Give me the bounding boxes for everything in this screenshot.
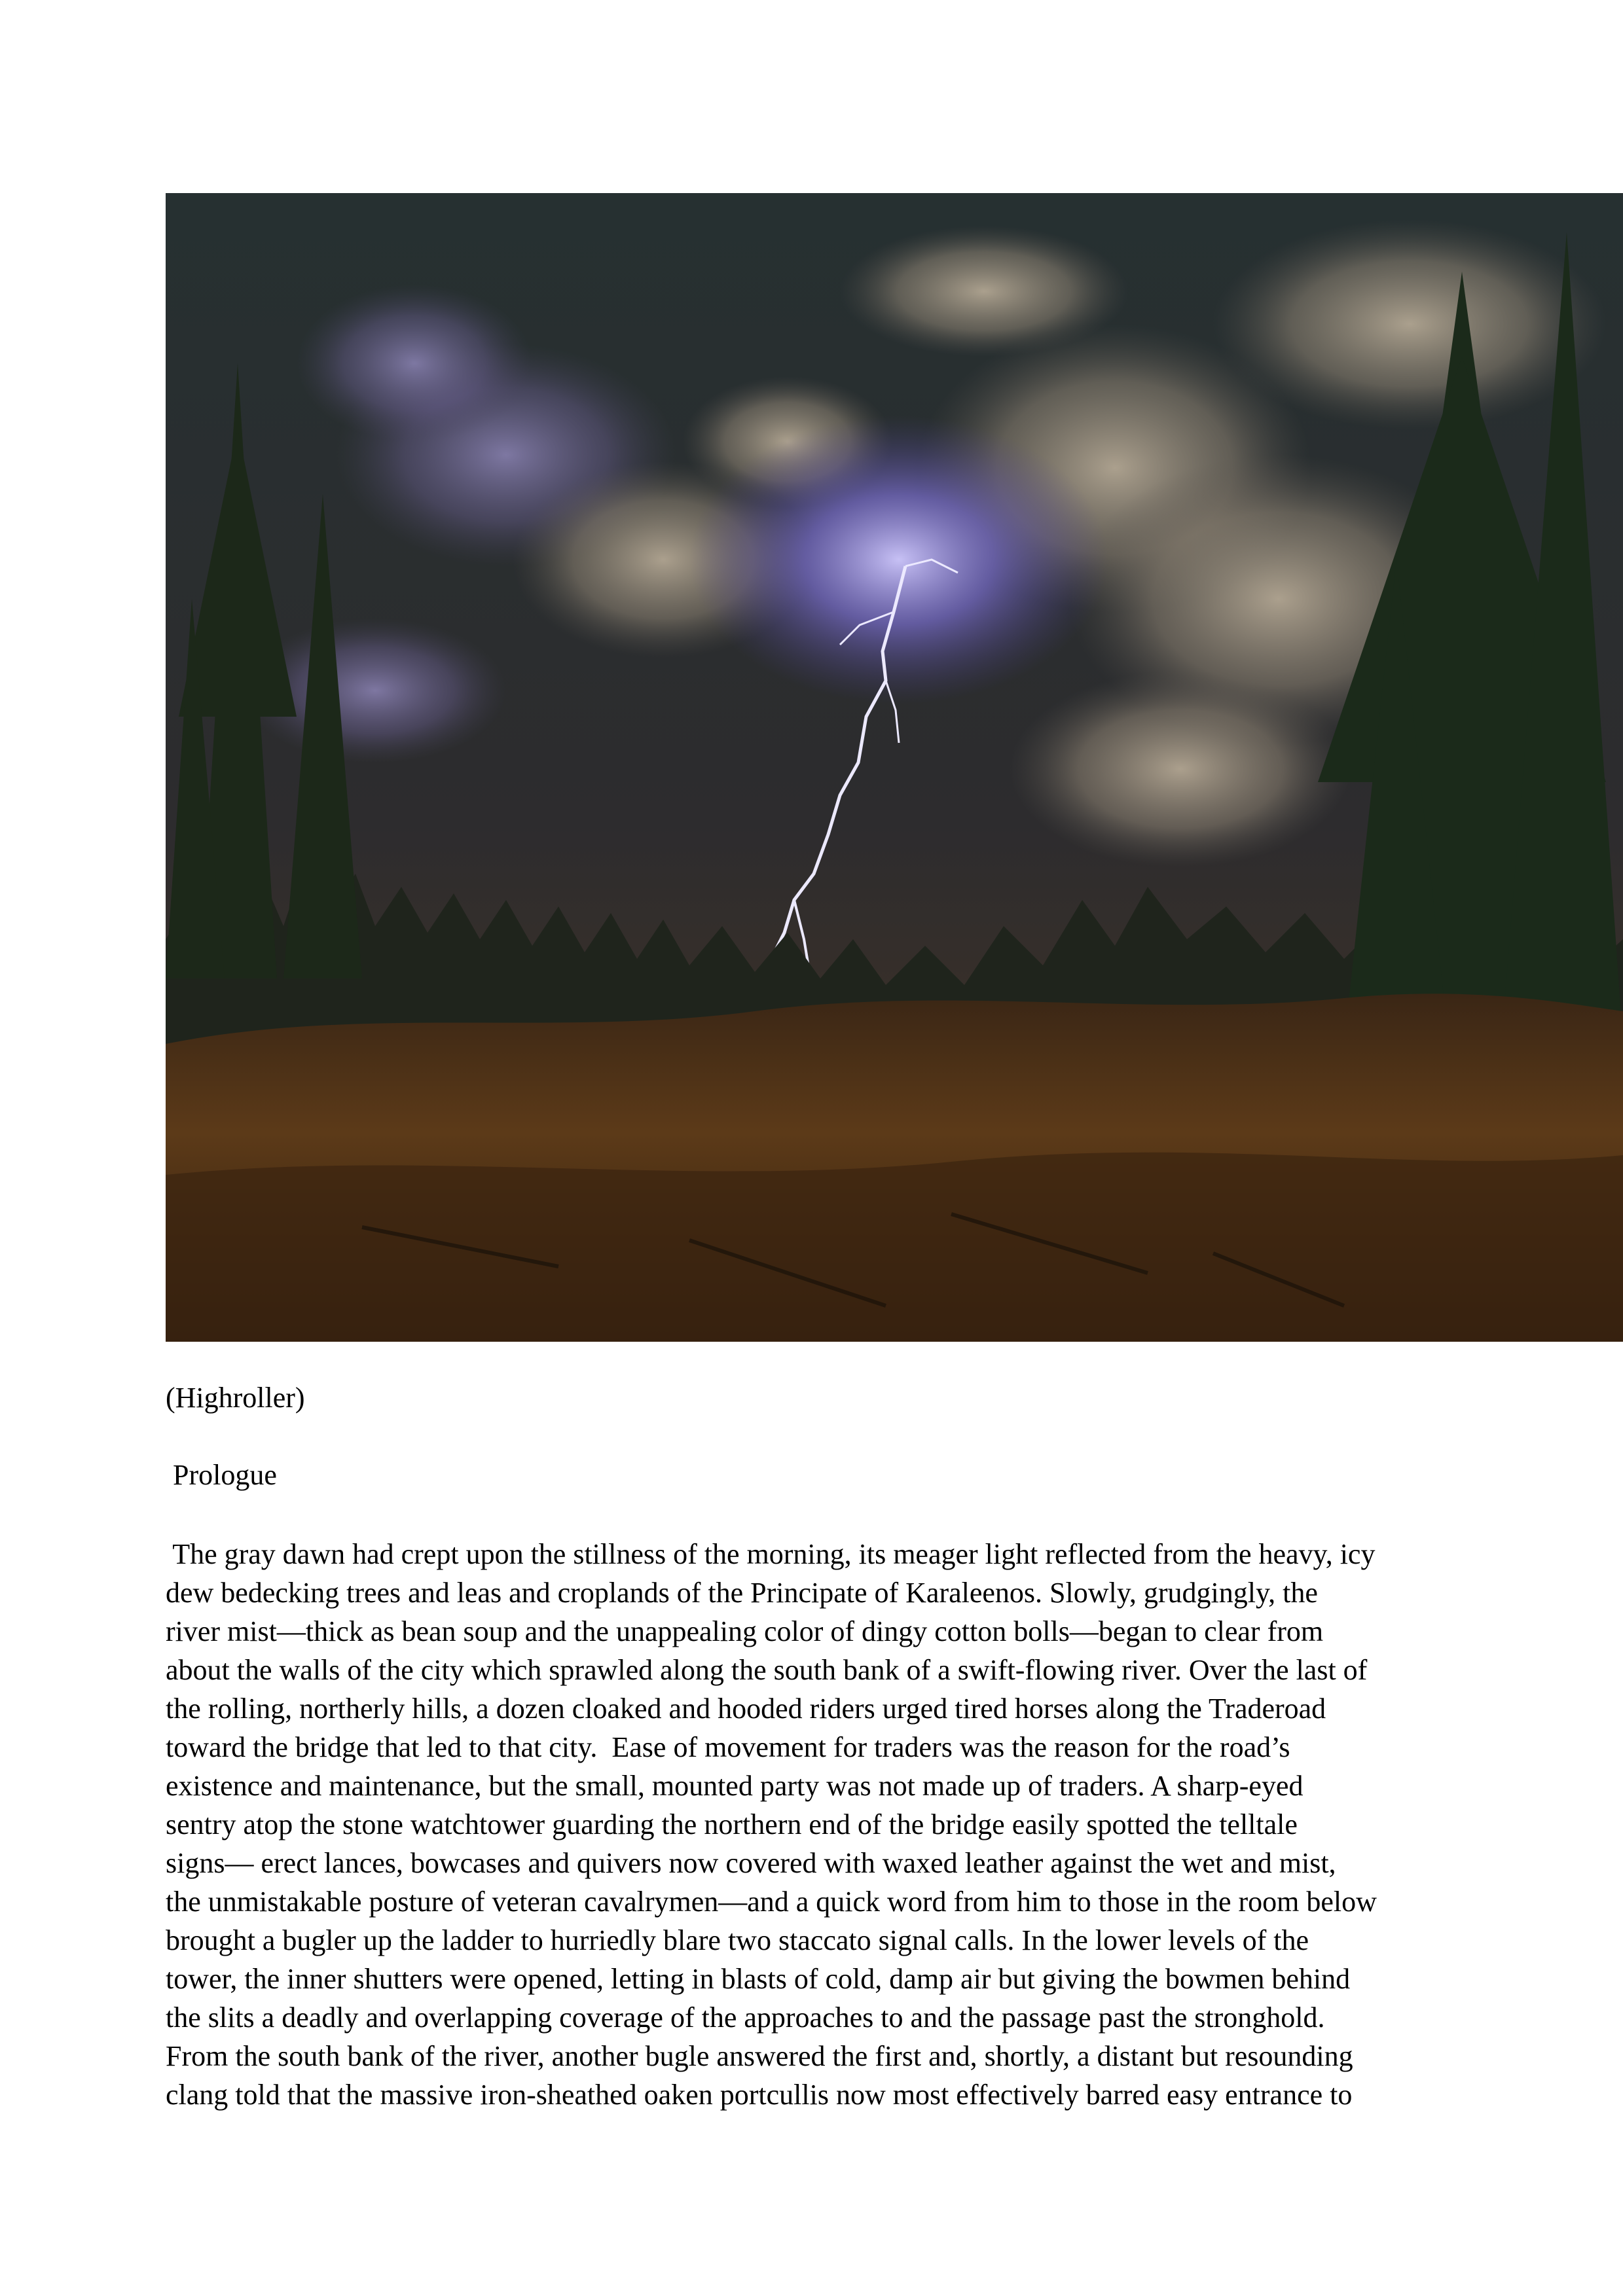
- storm-illustration: [166, 193, 1623, 1342]
- body-line: signs— erect lances, bowcases and quivers now covered with waxed leather against the wet and mist,: [166, 1847, 1336, 1879]
- body-line: The gray dawn had crept upon the stillness of the morning, its meager light reflected from the heavy, icy: [166, 1538, 1376, 1570]
- body-line: the unmistakable posture of veteran cavalrymen—and a quick word from him to those in the room below: [166, 1886, 1377, 1918]
- body-line: the rolling, northerly hills, a dozen cloaked and hooded riders urged tired horses along the Traderoad: [166, 1693, 1326, 1725]
- body-line: sentry atop the stone watchtower guarding the northern end of the bridge easily spotted the telltale: [166, 1808, 1298, 1840]
- body-line: dew bedecking trees and leas and croplands of the Principate of Karaleenos. Slowly, grudgingly, the: [166, 1577, 1318, 1609]
- body-paragraph: [166, 1535, 1475, 2114]
- image-caption: (Highroller): [166, 1382, 305, 1414]
- chapter-heading: Prologue: [166, 1459, 277, 1491]
- body-line: brought a bugler up the ladder to hurriedly blare two staccato signal calls. In the lower levels of the: [166, 1924, 1309, 1956]
- body-line: toward the bridge that led to that city. Ease of movement for traders was the reason for the road’s: [166, 1731, 1290, 1763]
- body-line: existence and maintenance, but the small, mounted party was not made up of traders. A sharp-eyed: [166, 1770, 1304, 1802]
- ground: [166, 994, 1623, 1342]
- lightning-forest-picture: [166, 193, 1623, 1342]
- body-line: the slits a deadly and overlapping coverage of the approaches to and the passage past the stronghold.: [166, 2001, 1325, 2034]
- body-line: tower, the inner shutters were opened, letting in blasts of cold, damp air but giving the bowmen behind: [166, 1963, 1351, 1995]
- body-line: clang told that the massive iron-sheathed oaken portcullis now most effectively barred easy entrance to: [166, 2079, 1353, 2111]
- body-line: river mist—thick as bean soup and the unappealing color of dingy cotton bolls—began to clear from: [166, 1615, 1324, 1647]
- body-line: about the walls of the city which sprawled along the south bank of a swift-flowing river. Over the last of: [166, 1654, 1368, 1686]
- body-line: From the south bank of the river, another bugle answered the first and, shortly, a distant but resounding: [166, 2040, 1353, 2072]
